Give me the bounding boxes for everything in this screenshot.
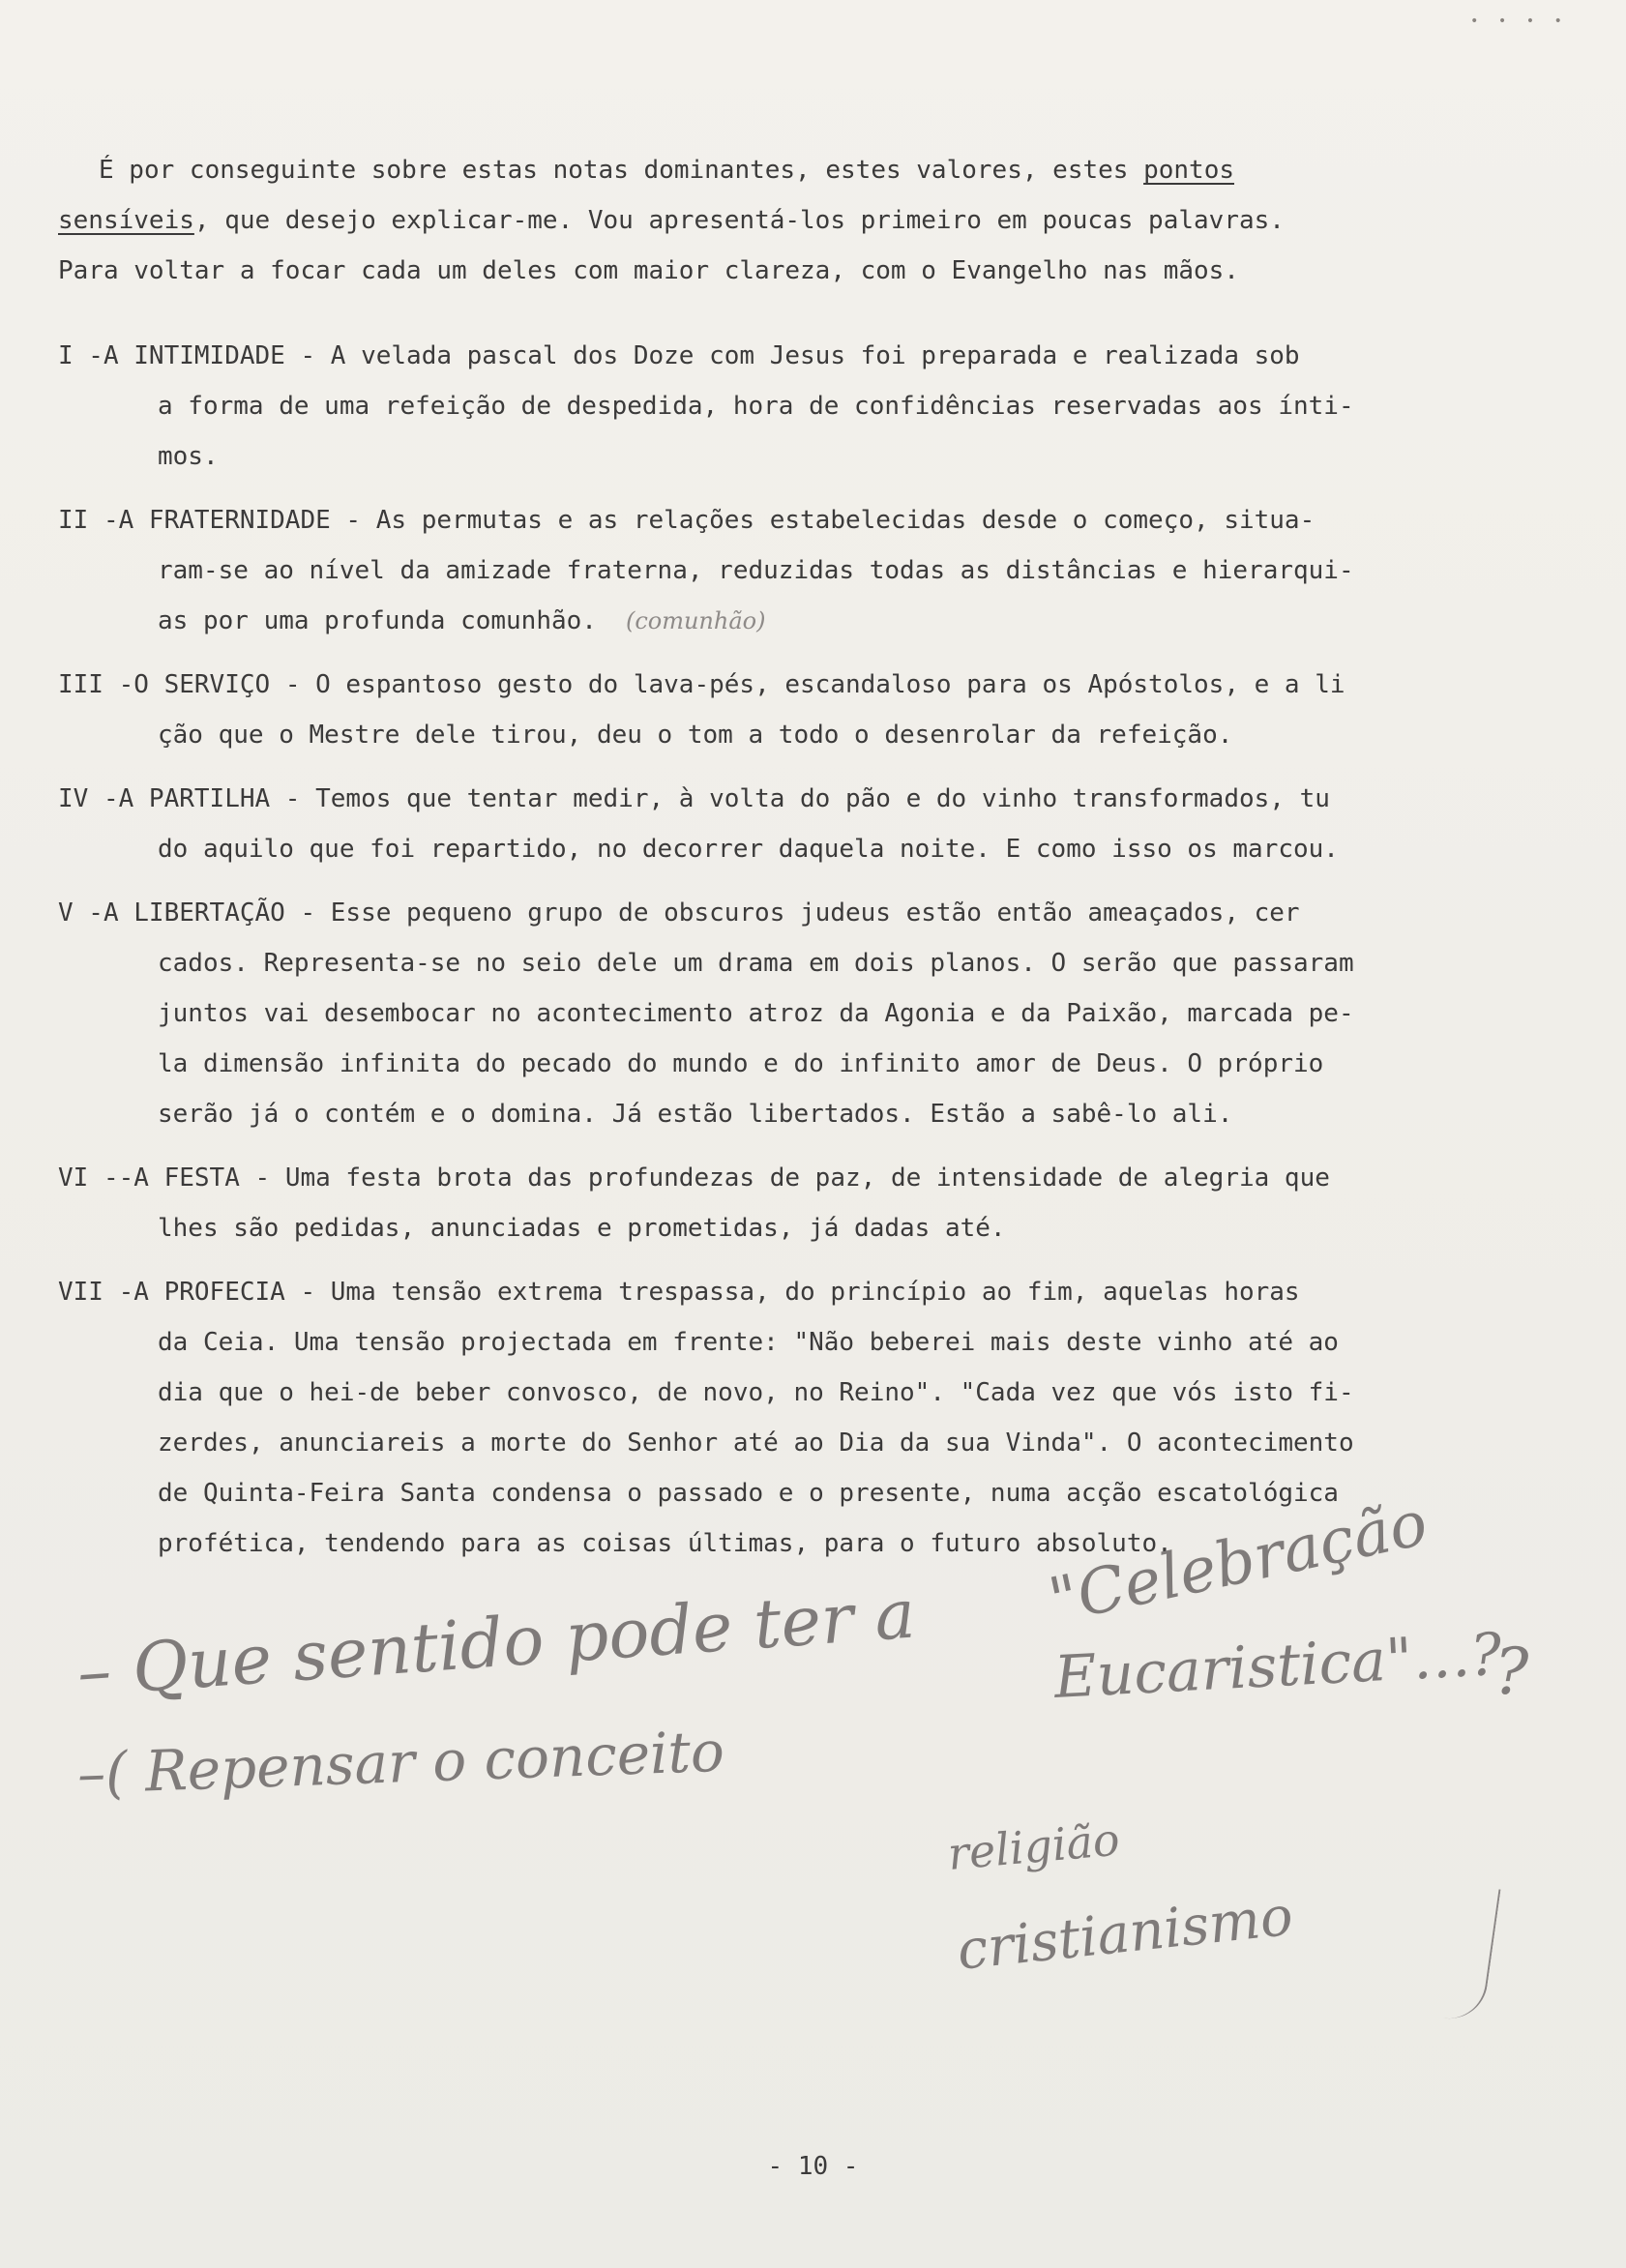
handwritten-repensar: –( Repensar o conceito — [75, 1718, 725, 1807]
handwritten-question-start: – Que sentido pode ter a — [74, 1574, 918, 1712]
intro-line-1: É por conseguinte sobre estas notas dominantes, estes valores, estes pontos — [99, 156, 1235, 185]
section-festa: VI --A FESTA - Uma festa brota das profundezas de paz, de intensidade de alegria que lhes são pedidas, anunciadas e prometidas, já dadas até. — [58, 1153, 1451, 1253]
underlined-sensiveis: sensíveis — [58, 206, 194, 235]
section-servico: III -O SERVIÇO - O espantoso gesto do lava-pés, escandaloso para os Apóstolos, e a li ção que o Mestre dele tirou, deu o tom a todo o desenrolar da refeição. — [58, 660, 1451, 760]
section-numeral: V - — [58, 898, 103, 928]
intro-line-2: sensíveis, que desejo explicar-me. Vou apresentá-los primeiro em poucas palavras. — [58, 206, 1285, 235]
underlined-pontos: pontos — [1143, 156, 1235, 185]
handwritten-bracket — [1441, 1884, 1500, 2023]
section-partilha: IV -A PARTILHA - Temos que tentar medir, à volta do pão e do vinho transformados, tu do aquilo que foi repartido, no decorrer daquela noite. E como isso os marcou. — [58, 774, 1451, 874]
intro-line-3: Para voltar a focar cada um deles com maior clareza, com o Evangelho nas mãos. — [58, 256, 1239, 285]
section-numeral: II - — [58, 506, 119, 535]
section-intimidade: I -A INTIMIDADE - A velada pascal dos Doze com Jesus foi preparada e realizada sob a forma de uma refeição de despedida, hora de confidências reservadas aos ínti- mos. — [58, 331, 1451, 482]
page-number: - 10 - — [767, 2152, 859, 2181]
section-numeral: I - — [58, 341, 103, 370]
handwritten-note-comunhao: (comunhão) — [625, 607, 766, 634]
section-libertacao: V -A LIBERTAÇÃO - Esse pequeno grupo de obscuros judeus estão então ameaçados, cer cados. Representa-se no seio dele um drama em dois planos. O serão que passaram juntos vai desembocar no acontecimento atroz da Agonia e da Paixão, marcada pe- la dimensão infinita do pecado do mundo e do infinito amor de Deus. O próprio serão já o contém e o domina. Já estão libertados. Estão a sabê-lo ali. — [58, 888, 1451, 1139]
handwritten-eucaristica: Eucaristica"…? — [1052, 1620, 1504, 1712]
corner-marks: • • • • — [1469, 14, 1568, 29]
typed-text — [58, 145, 1451, 1569]
handwritten-question-mark: ? — [1494, 1635, 1529, 1709]
section-numeral: IV - — [58, 784, 119, 813]
handwritten-celebracao: "Celebração — [1043, 1487, 1434, 1638]
section-fraternidade: II -A FRATERNIDADE - As permutas e as relações estabelecidas desde o começo, situa- ram-se ao nível da amizade fraterna, reduzidas todas as distâncias e hierarqui- as por uma profunda comunhão. (comunhão) — [58, 495, 1451, 646]
section-profecia: VII -A PROFECIA - Uma tensão extrema trespassa, do princípio ao fim, aquelas horas da Ceia. Uma tensão projectada em frente: "Não beberei mais deste vinho até ao dia que o hei-de beber convosco, de novo, no Reino". "Cada vez que vós isto fi- zerdes, anunciareis a morte do Senhor até ao Dia da sua Vinda". O acontecimento de Quinta-Feira Santa condensa o passado e o presente, numa acção escatológica profética, tendendo para as coisas últimas, para o futuro absoluto. — [58, 1267, 1451, 1569]
handwritten-religiao: religião — [945, 1812, 1122, 1880]
handwritten-cristianismo: cristianismo — [954, 1884, 1296, 1983]
section-numeral: VI -- — [58, 1163, 134, 1193]
section-numeral: VII - — [58, 1278, 134, 1307]
section-numeral: III - — [58, 670, 134, 699]
